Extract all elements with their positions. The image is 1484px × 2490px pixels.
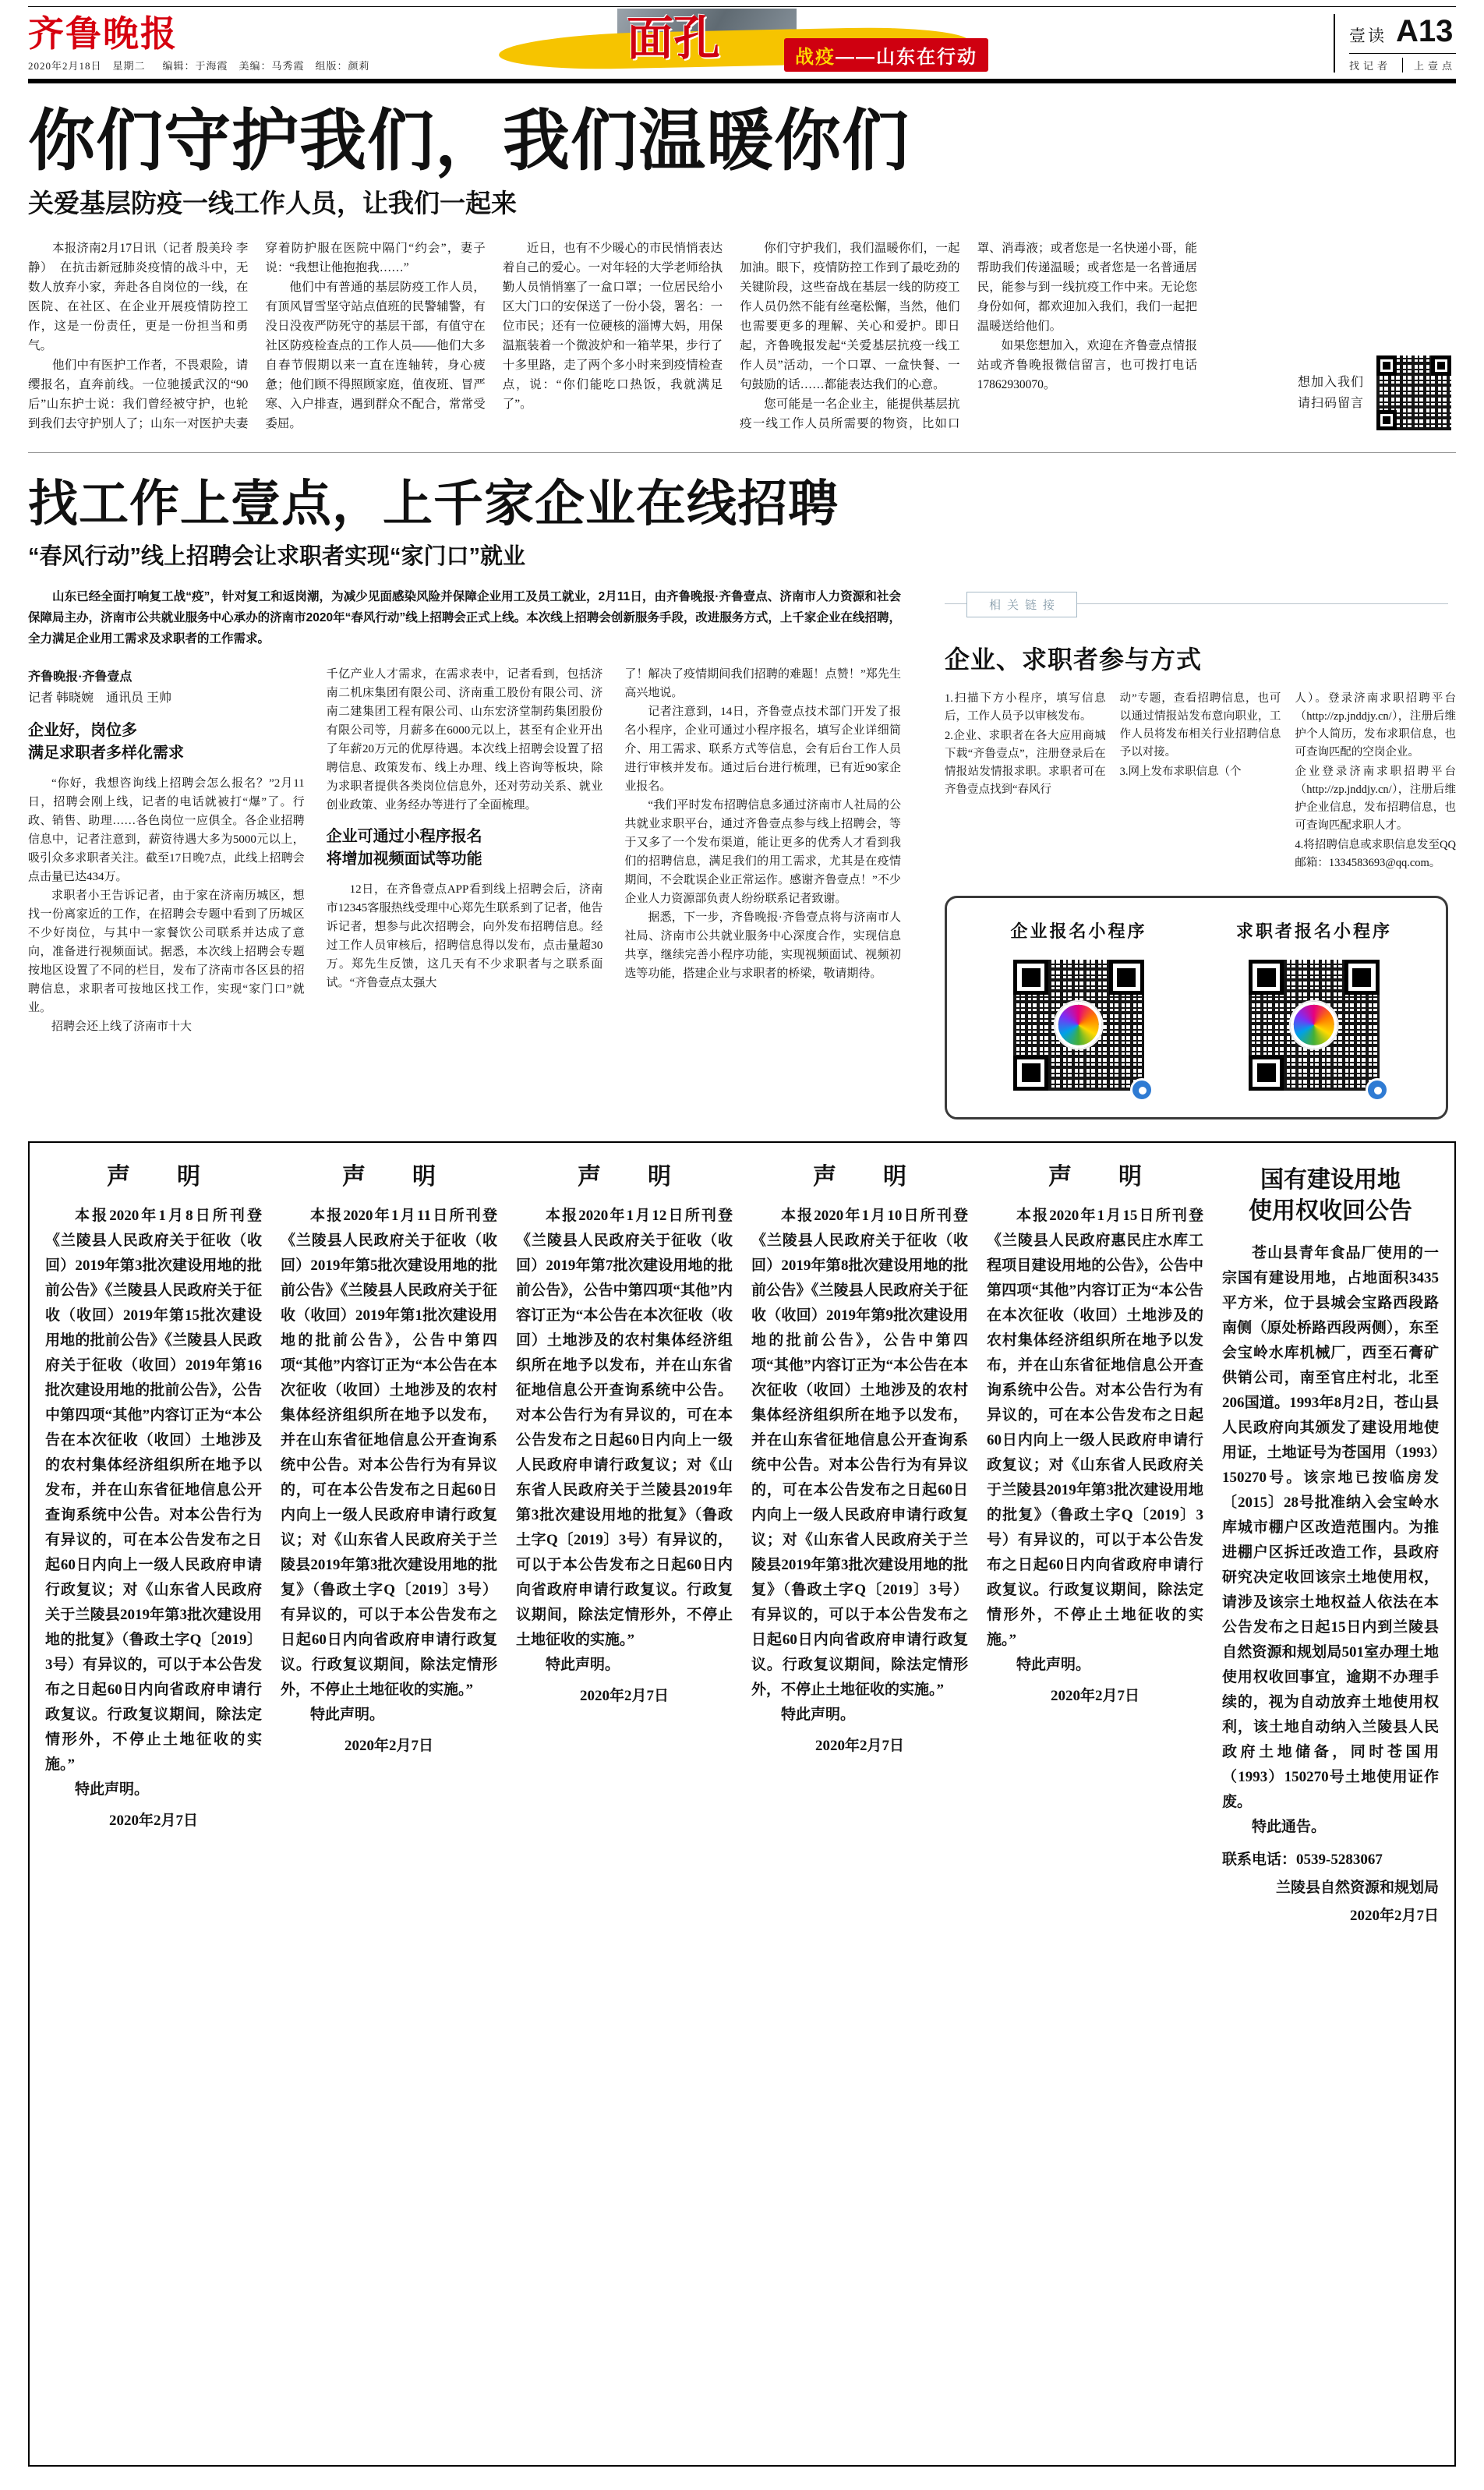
statement-5 (987, 1162, 1203, 2446)
statement-title: 声 明 (342, 1164, 436, 1190)
statement-title: 声 明 (813, 1164, 906, 1190)
banner-slogan (784, 38, 988, 72)
statement-date: 2020年2月7日 (344, 1738, 433, 1754)
announcement-closing: 特此通告。 (1252, 1819, 1327, 1835)
newspaper-page (0, 6, 1484, 2490)
qiluyidian-logo-icon (1055, 1002, 1102, 1049)
article1-subhead: 关爱基层防疫一线工作人员，让我们一起来 (28, 189, 517, 218)
masthead (28, 7, 1456, 79)
paragraph: 招聘会还上线了济南市十大 (51, 1020, 193, 1033)
tagline-left: 找记者 (1348, 59, 1391, 72)
article2-column-1 (28, 665, 305, 1036)
masthead-rule (28, 79, 1456, 83)
qr-finder-icon (1344, 960, 1380, 995)
statement-1 (45, 1162, 262, 2446)
paragraph: 本报2020年1月8日所刊登《兰陵县人民政府关于征收（收回）2019年第3批次建设用地的批前公告》《兰陵县人民政府关于征收（收回）2019年第15批次建设用地的批前公告》《兰陵县人民政府关于征收（收回）2019年第16批次建设用地的批前公告》，公告中第四项“其他”内容订正为“本公告在本次征收（收回）土地涉及的农村集体经济组织所在地予以发布，并在山东省征地信息公开查询系统中公告。对本公告行为有异议的，可在本公告发布之日起60日内向上一级人民政府申请行政复议；对《山东省人民政府关于兰陵县2019年第3批次建设用地的批复》（鲁政土字Q〔2019〕3号）有异议的，可以于本公告发布之日起60日内向省政府申请行政复议。行政复议期间，除法定情形外，不停止土地征收的实施。” (45, 1208, 262, 1773)
section-name: 壹读 (1348, 26, 1387, 45)
paragraph: 人）。登录济南求职招聘平台（http://zp.jnddjy.cn/），注册后维护个人简历，发布求职信息，也可查询匹配的空岗企业。 (1295, 692, 1457, 759)
paragraph: 企业登录济南求职招聘平台（http://zp.jnddjy.cn/），注册后维护企业信息，发布招聘信息，也可查询匹配求职人才。 (1295, 766, 1457, 832)
article2-col2b-body (327, 880, 603, 992)
paragraph: 本报2020年1月10日所刊登《兰陵县人民政府关于征收（收回）2019年第8批次建设用地的批前公告》《兰陵县人民政府关于征收（收回）2019年第9批次建设用地的批前公告》，公告中第四项“其他”内容订正为“本公告在本次征收（收回）土地涉及的农村集体经济组织所在地予以发布，并在山东省征地信息公开查询系统中公告。对本公告行为有异议的，可在本公告发布之日起60日内向上一级人民政府申请行政复议；对《山东省人民政府关于兰陵县2019年第3批次建设用地的批复》（鲁政土字Q〔2019〕3号）有异议的，可以于本公告发布之日起60日内向省政府申请行政复议。行政复议期间，除法定情形外，不停止土地征收的实施。” (751, 1208, 968, 1698)
statement-body (987, 1204, 1203, 1653)
statement-body (516, 1204, 733, 1653)
paragraph: 本报2020年1月11日所刊登《兰陵县人民政府关于征收（收回）2019年第5批次建设用地的批前公告》《兰陵县人民政府关于征收（收回）2019年第1批次建设用地的批前公告》，公告中第四项“其他”内容订正为“本公告在本次征收（收回）土地涉及的农村集体经济组织所在地予以发布，并在山东省征地信息公开查询系统中公告。对本公告行为有异议的，可在本公告发布之日起60日内向上一级人民政府申请行政复议；对《山东省人民政府关于兰陵县2019年第3批次建设用地的批复》（鲁政土字Q〔2019〕3号）有异议的，可以于本公告发布之日起60日内向省政府申请行政复议。行政复议期间，除法定情形外，不停止土地征收的实施。” (281, 1208, 497, 1698)
join-qr-caption-line1: 想加入我们 (1297, 376, 1364, 389)
article1-body (28, 239, 1197, 433)
newspaper-logo: 齐鲁晚报 (28, 13, 178, 54)
article2-left (28, 580, 901, 1119)
banner-slogan-rest: ——山东在行动 (836, 47, 977, 68)
paragraph: 求职者小王告诉记者，由于家在济南历城区，想找一份离家近的工作，在招聘会专题中看到了历城区不少好岗位，与其中一家餐饮公司联系并达成了意向，准备进行视频面试。据悉，本次线上招聘会专题按地区设置了不同的栏目，发布了济南市各区县的招聘信息，求职者可按地区找工作，实现“家门口”就业。 (28, 890, 305, 1014)
announcement-date: 2020年2月7日 (1349, 1908, 1439, 1924)
qr-finder-icon (1431, 355, 1451, 376)
qr-finder-icon (1013, 960, 1048, 995)
participation-col2 (1120, 690, 1281, 874)
section-tagline (1349, 53, 1456, 73)
paragraph: 了！解决了疫情期间我们招聘的难题！点赞！”郑先生高兴地说。 (624, 668, 902, 699)
qr-finder-icon (1249, 960, 1284, 995)
byline-paper: 齐鲁晚报·齐鲁壹点 (28, 670, 132, 684)
statement-4 (751, 1162, 968, 2446)
qr-finder-icon (1376, 410, 1397, 430)
paragraph: 1.扫描下方小程序，填写信息后，工作人员予以审核发布。 (945, 692, 1106, 723)
statement-body (751, 1204, 968, 1703)
announcement-title-line2: 使用权收回公告 (1249, 1198, 1412, 1224)
article-care-workers (28, 102, 1456, 433)
article2-headline: 找工作上壹点，上千家企业在线招聘 (28, 476, 839, 532)
dateline (28, 58, 370, 73)
statement-body (281, 1204, 497, 1703)
section1-heading-line2: 满足求职者多样化需求 (28, 745, 184, 762)
miniprogram-box (945, 896, 1448, 1119)
paragraph: 据悉，下一步，齐鲁晚报·齐鲁壹点将与济南市人社局、济南市公共就业服务中心深度合作，实现信息共享，继续完善小程序功能，实现视频面试、视频初选等功能，搭建企业与求职者的桥梁，敬请期待。 (624, 911, 902, 980)
join-qr-block (1298, 355, 1451, 430)
paragraph: 3.网上发布求职信息（个 (1119, 766, 1242, 778)
statement-closing: 特此声明。 (781, 1707, 856, 1723)
article1-headline: 你们守护我们，我们温暖你们 (28, 104, 910, 179)
paragraph: 你们守护我们，我们温暖你们，一起加油。眼下，疫情防控工作到了最吃劲的关键阶段，这些奋战在基层一线的防疫工作人员仍然不能有丝毫松懈，当然，他们也需要更多的理解、关心和爱护。即日起，齐鲁晚报发起“关爱基层抗疫一线工作人员”活动，一个口罩、一盒快餐、一句鼓励的话……都能表达我们的心意。 (740, 242, 960, 391)
tagline-separator (1402, 58, 1403, 73)
paragraph: 如果您想加入，欢迎在齐鲁壹点情报站或齐鲁晚报微信留言，也可拨打电话17862930070。 (977, 339, 1197, 391)
announcement-body (1222, 1241, 1439, 1815)
statement-date: 2020年2月7日 (579, 1688, 669, 1704)
article2-column-2 (327, 665, 603, 1036)
join-qr-code (1376, 355, 1451, 430)
statement-3 (516, 1162, 733, 2446)
miniprogram-badge-icon (1130, 1078, 1154, 1102)
qr-finder-icon (1109, 960, 1144, 995)
paragraph: 他们中有医护工作者，不畏艰险，请缨报名，直奔前线。一位驰援武汉的“90后”山东护士说：我们曾经被守护，也轮到我们去守护别人了；山东一对医护夫妻穿着防护服在医院中隔门“约会”，妻子说：“我想让他抱抱我……” (28, 242, 486, 430)
jobseeker-mp-label: 求职者报名小程序 (1235, 921, 1392, 941)
statement-date: 2020年2月7日 (814, 1738, 904, 1754)
section2-heading-line2: 将增加视频面试等功能 (326, 851, 482, 868)
related-links-rule (945, 599, 1448, 612)
banner-slogan-emphasis: 战疫 (795, 47, 836, 68)
article2-col3-body (624, 665, 901, 983)
paragraph: 他们中有普通的基层防疫工作人员，有顶风冒雪坚守站点值班的民警辅警，有没日没夜严防死守的基层干部，有值守在社区防疫检查点的工作人员——他们大多自春节假期以来一直在连轴转，身心疲惫；他们顾不得照顾家庭，值夜班、冒严寒、入户排查，遇到群众不配合，常常受委屈。 (265, 281, 486, 430)
article2-subhead: “春风行动”线上招聘会让求职者实现“家门口”就业 (28, 544, 526, 569)
participation-col3 (1295, 690, 1456, 874)
banner-title: 面孔 (627, 13, 720, 65)
date-text: 2020年2月18日 星期二 (28, 59, 146, 72)
miniprogram-badge-icon (1366, 1078, 1389, 1102)
related-links-section (945, 580, 1456, 1119)
legal-notices-box (28, 1141, 1456, 2467)
statement-title: 声 明 (107, 1164, 200, 1190)
paragraph: 您可能是一名企业主，能提供基层抗疫一线工作人员所需要的物资，比如口罩、消毒液；或者您是一名快递小哥，能帮助我们传递温暖；或者您是一名普通居民，能参与到一线抗疫工作中来。无论您身份如何，都欢迎加入我们，我们一起把温暖送给他们。 (740, 242, 1197, 430)
article2-lead: 山东已经全面打响复工战“疫”，针对复工和返岗潮，为减少见面感染风险并保障企业用工及员工就业，2月11日，由齐鲁晚报·齐鲁壹点、济南市人力资源和社会保障局主办，济南市公共就业服务中心承办的济南市2020年“春风行动”线上招聘会正式上线。本次线上招聘会创新服务手段，改进服务方式，上千家企业在线招聘，全力满足企业用工需求及求职者的工作需求。 (28, 590, 901, 645)
paragraph: 苍山县青年食品厂使用的一宗国有建设用地，占地面积3435平方米，位于县城会宝路西段路南侧（原处桥路西段两侧），东至会宝岭水库机械厂，西至石膏矿供销公司，南至官庄村北，北至206国道。1993年8月2日，苍山县人民政府向其颁发了建设用地使用证，土地证号为苍国用（1993）150270号。该宗地已按临房发〔2015〕28号批准纳入会宝岭水库城市棚户区改造范围内。为推进棚户区拆迁改造工作，县政府研究决定收回该宗土地使用权，请涉及该宗土地权益人依法在本公告发布之日起15日内到兰陵县自然资源和规划局501室办理土地使用权收回事宜，逾期不办理手续的，视为自动放弃土地使用权利，该土地自动纳入兰陵县人民政府土地储备，同时苍国用（1993）150270号土地使用证作废。 (1222, 1245, 1439, 1810)
qr-finder-icon (1013, 1056, 1048, 1091)
byline-reporters: 记者 韩晓婉 通讯员 王帅 (28, 691, 172, 705)
announcement-title (1222, 1165, 1439, 1227)
land-reclaim-announcement (1222, 1162, 1439, 2446)
campaign-banner (493, 7, 991, 79)
announcement-signer: 兰陵县自然资源和规划局 (1275, 1880, 1439, 1896)
qr-finder-icon (1376, 355, 1397, 376)
related-title: 企业、求职者参与方式 (945, 645, 1203, 674)
article2-col2a-body (327, 665, 603, 815)
statement-closing: 特此声明。 (310, 1707, 385, 1723)
tagline-right: 上壹点 (1413, 59, 1456, 72)
participation-col1 (945, 690, 1106, 874)
page-number: A13 (1395, 13, 1454, 48)
statement-body (45, 1204, 262, 1777)
paragraph: 近日，也有不少暖心的市民悄悄表达着自己的爱心。一对年轻的大学老师给执勤人员悄悄塞了一盒口罩；一位居民给小区大门口的安保送了一份小袋，署名：一位市民；还有一位硬核的淄博大妈，用保温瓶装着一个微波炉和一箱苹果，步行了十多里路，走了两个多小时来到疫情检查点，说：“你们能吃口热饭，我就满足了”。 (502, 242, 723, 411)
byline (28, 667, 305, 709)
paragraph: “你好，我想咨询线上招聘会怎么报名？”2月11日，招聘会刚上线，记者的电话就被打“爆”了。行政、销售、助理……各色岗位一应俱全。各企业招聘信息中，记者注意到，薪资待遇大多为5000元以上，吸引众多求职者关注。截至17日晚7点，此线上招聘会点击量已达434万。 (28, 777, 305, 883)
qiluyidian-logo-icon (1291, 1002, 1337, 1049)
paragraph: 本报济南2月17日讯（记者 殷美玲 李静） 在抗击新冠肺炎疫情的战斗中，无数人放弃小家，奔赴各自岗位的一线，在医院、在社区、在企业开展疫情防控工作，这是一份责任，更是一份担当和勇气。 (28, 242, 249, 352)
section2-heading (327, 826, 603, 871)
join-qr-caption-line2: 请扫码留言 (1297, 397, 1364, 410)
section-divider (28, 452, 1456, 453)
statement-2 (281, 1162, 497, 2446)
article2-main (28, 580, 1456, 1119)
section1-heading-line1: 企业好，岗位多 (28, 722, 137, 739)
company-mp-qr-code (1013, 960, 1144, 1091)
paragraph: 本报2020年1月15日所刊登《兰陵县人民政府惠民庄水库工程项目建设用地的公告》，公告中第四项“其他”内容订正为“本公告在本次征收（收回）土地涉及的农村集体经济组织所在地予以发布，并在山东省征地信息公开查询系统中公告。对本公告行为有异议的，可在本公告发布之日起60日内向上一级人民政府申请行政复议；对《山东省人民政府关于兰陵县2019年第3批次建设用地的批复》（鲁政土字Q〔2019〕3号）有异议的，可以于本公告发布之日起60日内向省政府申请行政复议。行政复议期间，除法定情形外，不停止土地征收的实施。” (987, 1208, 1203, 1648)
related-links-tab: 相关链接 (966, 592, 1077, 617)
section1-heading (28, 720, 305, 765)
join-qr-caption (1298, 372, 1364, 414)
company-miniprogram (961, 918, 1196, 1091)
statement-closing: 特此声明。 (1016, 1657, 1091, 1673)
section-row (1349, 14, 1456, 49)
paragraph: 2.企业、求职者在各大应用商城下载“齐鲁壹点”，注册登录后在情报站发情报求职。求职者可在齐鲁壹点找到“春风行 (945, 730, 1106, 796)
masthead-left (28, 14, 370, 73)
statement-title: 声 明 (1048, 1164, 1142, 1190)
article1-body-wrap (28, 239, 1456, 433)
statement-date: 2020年2月7日 (1050, 1688, 1140, 1704)
article2-col1-body (28, 774, 305, 1036)
article2-column-3 (624, 665, 901, 1036)
jobseeker-mp-qr-code (1249, 960, 1380, 1091)
statement-closing: 特此声明。 (75, 1781, 150, 1798)
statement-title: 声 明 (578, 1164, 671, 1190)
article-job-fair (28, 473, 1456, 1119)
paragraph: 12日，在齐鲁壹点APP看到线上招聘会后，济南市12345客服热线受理中心郑先生联系到了记者，他告诉记者，想参与此次招聘会，向外发布招聘信息。经过工作人员审核后，招聘信息得以发布，点击量超30万。郑先生反馈，这几天有不少求职者与之联系面试。“齐鲁壹点太强大 (326, 883, 603, 989)
paragraph: “我们平时发布招聘信息多通过济南市人社局的公共就业求职平台，通过齐鲁壹点参与线上招聘会，等于又多了一个发布渠道，能让更多的优秀人才看到我们的招聘信息，满足我们的用工需求，尤其是在疫情期间，不会耽误企业正常运作。感谢齐鲁壹点！”不少企业人力资源部负责人纷纷联系记者致谢。 (624, 799, 902, 905)
participation-columns (945, 690, 1456, 874)
staff-text: 编辑：于海霞 美编：马秀霞 组版：颜莉 (162, 59, 370, 72)
company-mp-label: 企业报名小程序 (1010, 921, 1147, 941)
announcement-title-line1: 国有建设用地 (1260, 1167, 1401, 1193)
announcement-phone: 联系电话：0539-5283067 (1222, 1852, 1383, 1868)
statement-closing: 特此声明。 (546, 1657, 620, 1673)
qr-finder-icon (1249, 1056, 1284, 1091)
article2-columns (28, 665, 901, 1036)
section-block (1334, 14, 1456, 73)
paragraph: 记者注意到，14日，齐鲁壹点技术部门开发了报名小程序，企业可通过小程序报名，填写企业详细简介、用工需求、联系方式等信息，会有后台工作人员进行审核并发布。通过后台进行梳理，已有近90家企业报名。 (624, 706, 902, 793)
paragraph: 本报2020年1月12日所刊登《兰陵县人民政府关于征收（收回）2019年第7批次建设用地的批前公告》，公告中第四项“其他”内容订正为“本公告在本次征收（收回）土地涉及的农村集体经济组织所在地予以发布，并在山东省征地信息公开查询系统中公告。对本公告行为有异议的，可在本公告发布之日起60日内向上一级人民政府申请行政复议；对《山东省人民政府关于兰陵县2019年第3批次建设用地的批复》（鲁政土字Q〔2019〕3号）有异议的，可以于本公告发布之日起60日内向省政府申请行政复议。行政复议期间，除法定情形外，不停止土地征收的实施。” (516, 1208, 733, 1648)
jobseeker-miniprogram (1196, 918, 1432, 1091)
paragraph: 4.将招聘信息或求职信息发至QQ邮箱：1334583693@qq.com。 (1295, 839, 1457, 869)
paragraph: 千亿产业人才需求，在需求表中，记者看到，包括济南二机床集团有限公司、济南重工股份有限公司、济南二建集团工程有限公司、山东宏济堂制药集团股份有限公司等，月薪多在6000元以上，甚至有企业开出了年薪20万元的优厚待遇。本次线上招聘会设置了招聘信息、政策发布、线上办理、线上咨询等板块，除为求职者提供各类岗位信息外，还对劳动关系、就业创业政策、业务经办等进行了全面梳理。 (326, 668, 603, 812)
paragraph: 动”专题，查看招聘信息，也可以通过情报站发布意向职业，工作人员将发布相关行业招聘信息予以对接。 (1119, 692, 1281, 759)
statement-date: 2020年2月7日 (108, 1813, 198, 1829)
section2-heading-line1: 企业可通过小程序报名 (326, 828, 482, 845)
